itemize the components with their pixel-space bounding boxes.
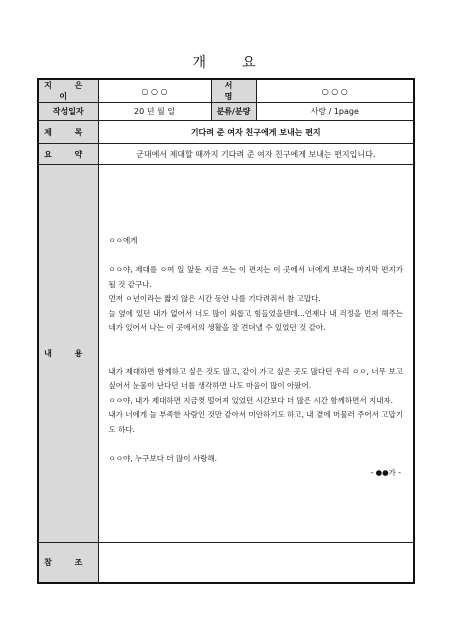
content-label: 내 용 [38,165,98,543]
summary-label: 요 약 [38,144,98,165]
letter-text [99,226,414,481]
letter-signature: - ●●가 - [370,468,401,478]
category-value[interactable]: 사랑 / 1page [256,103,414,121]
document-title [0,52,450,72]
letter-paragraph: 내가 너에게 늘 부족한 사람인 것만 같아서 미안하기도 하고, 내 곁에 머물러 주어서 고맙기도 하다. [108,410,403,434]
summary-value[interactable]: 군대에서 제대할 때까지 기다려 준 여자 친구에게 보내는 편지입니다. [98,144,414,165]
title-char-1: 개 [192,55,208,71]
letter-paragraph: ㅇㅇ야, 내가 제대하면 지금껏 떨어져 있었던 시간보다 더 많은 시간 함께하면서 지내자. [108,395,394,405]
date-value[interactable]: 20 년 월 일 [98,103,211,121]
author-label: 지 은 이 [38,79,98,103]
category-label: 분류/분량 [211,103,256,121]
letter-paragraph: 내가 제대하면 함께하고 싶은 것도 많고, 같이 가고 싶은 곳도 많다던 우리 ㅇㅇ, 너무 보고 싶어서 눈물이 난다던 너를 생각하면 나도 마음이 많이 아팠어. [108,366,403,391]
overview-form [37,78,415,584]
date-label: 작성일자 [38,103,98,121]
author-value[interactable]: ○ ○ ○ [98,79,211,103]
title-char-2: 요 [242,55,258,71]
signature-label: 서 명 [211,79,256,103]
signature-value[interactable]: ○ ○ ○ [256,79,414,103]
content-body[interactable] [98,165,414,543]
letter-paragraph: ㅇㅇ야, 누구보다 더 많이 사랑해. [108,453,217,463]
letter-greeting: ㅇㅇ에게 [108,236,138,246]
subject-label: 제 목 [38,121,98,144]
letter-paragraph: 먼저 ㅇ년이라는 짧지 않은 시간 동안 나를 기다려줘서 참 고맙다. [108,294,321,304]
reference-label: 참 조 [38,543,98,584]
subject-value[interactable]: 기다려 준 여자 친구에게 보내는 편지 [98,121,414,144]
letter-paragraph: ㅇㅇ야, 제대를 ㅇ여 일 앞둔 지금 쓰는 이 편지는 이 곳에서 너에게 보내는 마지막 편지가 될 것 같구나. [108,265,403,289]
reference-value[interactable] [98,543,414,584]
letter-paragraph: 늘 옆에 있던 내가 없어서 너도 많이 외롭고 힘들었을텐데...언제나 내 걱정을 먼저 해주는 네가 있어서 나는 이 곳에서의 생활을 잘 견뎌낼 수 있었던 것 같아. [108,308,403,333]
